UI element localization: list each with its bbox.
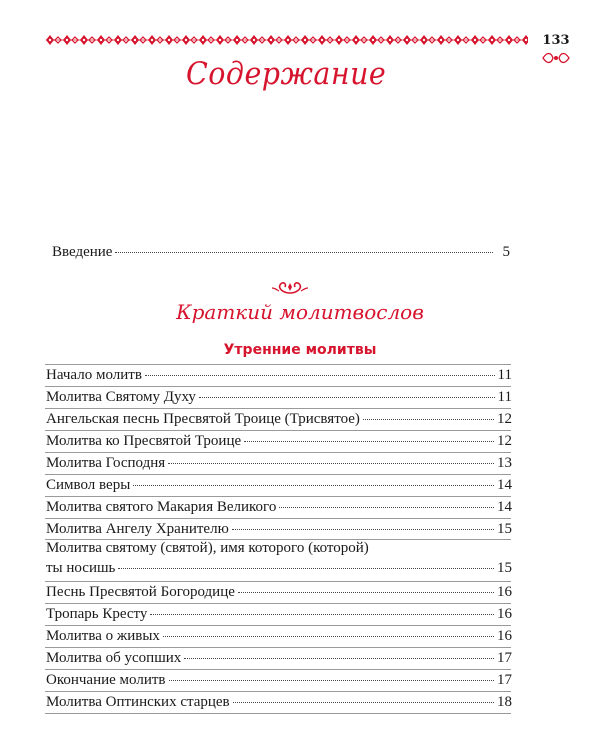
dot-leader <box>238 591 494 593</box>
toc-entry[interactable] <box>46 499 512 519</box>
page-number: 133 <box>542 33 570 48</box>
divider <box>45 603 511 604</box>
divider <box>45 408 511 409</box>
divider <box>45 625 511 626</box>
toc-entry-label: Молитва о живых <box>46 628 160 644</box>
dot-leader <box>184 657 494 659</box>
toc-entry-page: 15 <box>497 521 512 537</box>
section-title: Краткий молитвослов <box>176 300 424 324</box>
toc-entry-page: 18 <box>497 694 512 710</box>
toc-entry[interactable] <box>46 389 512 409</box>
subsection-title: Утренние молитвы <box>223 342 377 358</box>
divider <box>45 452 511 453</box>
divider <box>45 474 511 475</box>
toc-entry-page: 14 <box>497 477 512 493</box>
section-flourish-icon <box>268 279 312 297</box>
divider <box>45 647 511 648</box>
toc-entry-label: Введение <box>52 244 113 260</box>
toc-entry[interactable] <box>46 411 512 431</box>
toc-entry[interactable] <box>46 694 512 714</box>
dot-leader <box>279 506 494 508</box>
divider <box>45 430 511 431</box>
toc-entry[interactable] <box>46 477 512 497</box>
dot-leader <box>199 396 495 398</box>
toc-entry-label: Окончание молитв <box>46 672 166 688</box>
toc-entry-label: Молитва святого Макария Великого <box>46 499 277 515</box>
toc-entry[interactable] <box>46 606 512 626</box>
toc-entry-page: 16 <box>497 584 512 600</box>
toc-entry-label: Молитва Святому Духу <box>46 389 196 405</box>
dot-leader <box>150 613 494 615</box>
toc-entry-page: 12 <box>497 411 512 427</box>
toc-entry[interactable] <box>46 433 512 453</box>
toc-entry[interactable] <box>46 628 512 648</box>
toc-entry-label: Молитва Оптинских старцев <box>46 694 230 710</box>
toc-entry[interactable] <box>46 672 512 692</box>
dot-leader <box>168 462 494 464</box>
toc-entry-label: Символ веры <box>46 477 131 493</box>
dot-leader <box>133 484 494 486</box>
toc-entry-page: 16 <box>497 606 512 622</box>
toc-entry[interactable] <box>46 367 512 387</box>
toc-entry-label: Песнь Пресвятой Богородице <box>46 584 235 600</box>
divider <box>45 496 511 497</box>
toc-entry-label: Тропарь Кресту <box>46 606 148 622</box>
divider <box>45 691 511 692</box>
dot-leader <box>118 567 494 569</box>
dot-leader <box>169 679 495 681</box>
divider <box>45 364 511 365</box>
divider <box>45 518 511 519</box>
toc-entry-page: 15 <box>497 560 512 576</box>
toc-entry[interactable] <box>46 650 512 670</box>
divider <box>45 386 511 387</box>
toc-entry[interactable] <box>46 521 512 541</box>
dot-leader <box>163 635 494 637</box>
toc-entry[interactable] <box>46 584 512 604</box>
toc-entry-page: 17 <box>497 672 512 688</box>
toc-entry-two-line[interactable] <box>46 540 512 580</box>
toc-entry-page: 16 <box>497 628 512 644</box>
header-ornament-band <box>46 33 528 47</box>
page-title: Содержание <box>186 56 387 92</box>
toc-entry-page: 11 <box>497 367 512 383</box>
dot-leader <box>363 418 494 420</box>
toc-entry-label-continued: ты носишь <box>46 560 116 576</box>
toc-entry-intro[interactable] <box>52 244 510 264</box>
dot-leader <box>233 701 494 703</box>
dot-leader <box>145 374 495 376</box>
toc-entry-label: Молитва Господня <box>46 455 166 471</box>
divider <box>45 713 511 714</box>
toc-entry-label: Молитва ко Пресвятой Троице <box>46 433 242 449</box>
toc-entry-label: Ангельская песнь Пресвятой Троице (Трисвятое) <box>46 411 360 427</box>
toc-entry-label: Начало молитв <box>46 367 142 383</box>
page-number-flourish-icon <box>541 52 571 64</box>
toc-entry-label: Молитва святому (святой), имя которого (которой) <box>46 540 369 556</box>
divider <box>45 669 511 670</box>
toc-entry-label: Молитва Ангелу Хранителю <box>46 521 229 537</box>
divider <box>45 581 511 582</box>
dot-leader <box>232 528 494 530</box>
toc-entry-page: 12 <box>497 433 512 449</box>
ornament-motif-icon <box>522 35 528 45</box>
toc-entry[interactable] <box>46 455 512 475</box>
toc-entry-page: 13 <box>497 455 512 471</box>
dot-leader <box>244 440 494 442</box>
toc-entry-label: Молитва об усопших <box>46 650 182 666</box>
toc-entry-page: 14 <box>497 499 512 515</box>
toc-entry-page: 5 <box>502 244 510 260</box>
toc-entry-page: 17 <box>497 650 512 666</box>
dot-leader <box>115 251 493 253</box>
toc-entry-page: 11 <box>497 389 512 405</box>
